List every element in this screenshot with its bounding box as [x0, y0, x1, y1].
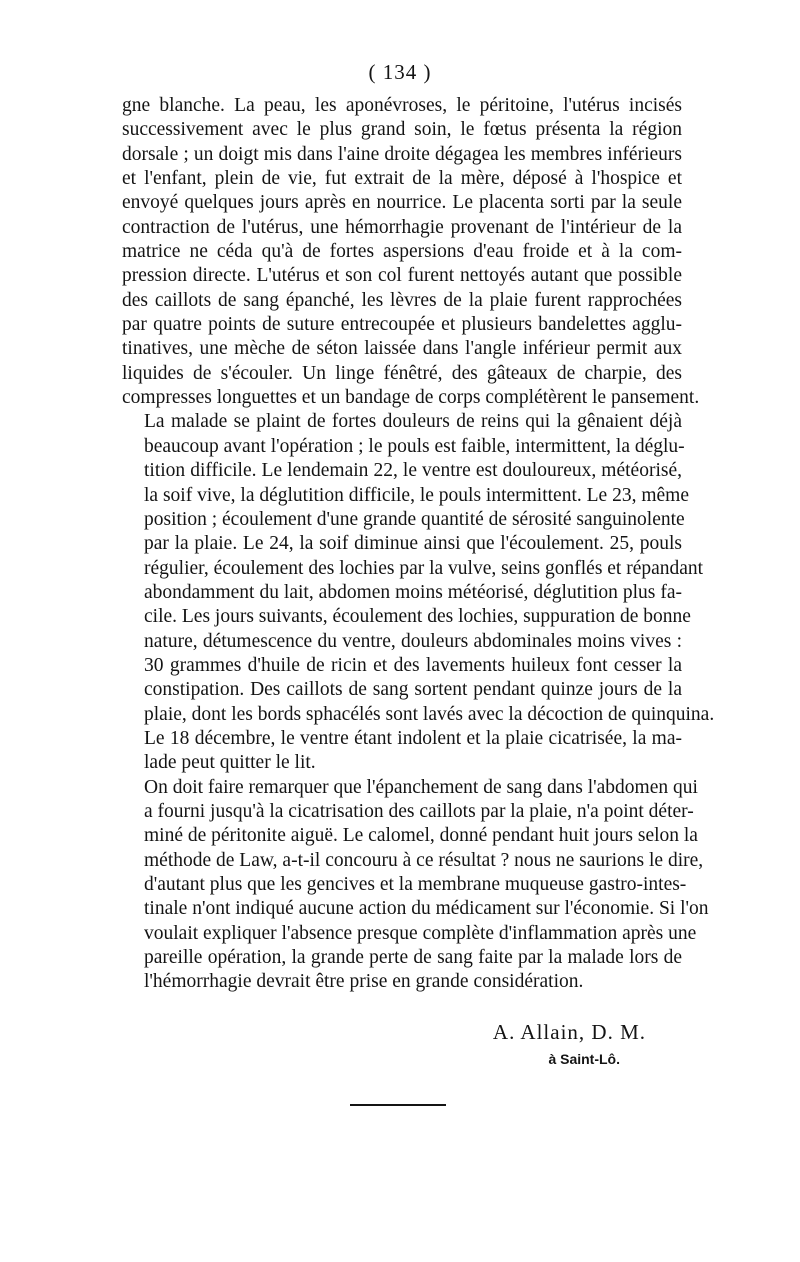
- text-line: La malade se plaint de fortes douleurs de reins qui la gênaient déjà: [144, 411, 682, 433]
- text-line: liquides de s'écouler. Un linge fénêtré, des gâteaux de charpie, des: [122, 362, 682, 384]
- text-line: tinatives, une mèche de séton laissée dans l'angle inférieur permit aux: [122, 338, 682, 360]
- text-line: beaucoup avant l'opération ; le pouls est faible, intermittent, la déglu-: [144, 435, 685, 457]
- paragraph: [122, 776, 709, 995]
- text-line: régulier, écoulement des lochies par la vulve, seins gonflés et répandant: [144, 557, 704, 579]
- text-line: matrice ne céda qu'à de fortes aspersions d'eau froide et à la com-: [122, 241, 682, 263]
- text-line: successivement avec le plus grand soin, le fœtus présenta la région: [122, 119, 682, 141]
- text-line: dorsale ; un doigt mis dans l'aine droite dégagea les membres inférieurs: [122, 143, 682, 165]
- text-line: la soif vive, la déglutition difficile, le pouls intermittent. Le 23, même: [144, 484, 689, 506]
- text-line: plaie, dont les bords sphacélés sont lavés avec la décoction de quinquina.: [144, 703, 715, 725]
- text-line: Le 18 décembre, le ventre étant indolent et la plaie cicatrisée, la ma-: [144, 727, 682, 749]
- text-line: On doit faire remarquer que l'épanchement de sang dans l'abdomen qui: [144, 776, 698, 798]
- author-place: à Saint-Lô.: [548, 1051, 620, 1067]
- text-line: l'hémorrhagie devrait être prise en grande considération.: [144, 971, 584, 993]
- text-line: des caillots de sang épanché, les lèvres de la plaie furent rapprochées: [122, 289, 682, 311]
- text-line: miné de péritonite aiguë. Le calomel, donné pendant huit jours selon la: [144, 825, 698, 847]
- text-line: envoyé quelques jours après en nourrice. Le placenta sorti par la seule: [122, 192, 682, 214]
- paragraph: [122, 94, 700, 410]
- body-text: [122, 94, 715, 995]
- text-line: a fourni jusqu'à la cicatrisation des caillots par la plaie, n'a point déter-: [144, 800, 694, 822]
- text-line: cile. Les jours suivants, écoulement des lochies, suppuration de bonne: [144, 606, 691, 628]
- text-line: et l'enfant, plein de vie, fut extrait de la mère, déposé à l'hospice et: [122, 168, 682, 190]
- text-line: contraction de l'utérus, une hémorrhagie provenant de l'intérieur de la: [122, 216, 682, 238]
- text-line: voulait expliquer l'absence presque complète d'inflammation après une: [144, 922, 697, 944]
- text-line: par la plaie. Le 24, la soif diminue ainsi que l'écoulement. 25, pouls: [144, 533, 682, 555]
- text-line: lade peut quitter le lit.: [144, 752, 316, 774]
- text-line: par quatre points de suture entrecoupée et plusieurs bandelettes agglu-: [122, 314, 682, 336]
- text-line: 30 grammes d'huile de ricin et des lavements huileux font cesser la: [144, 654, 682, 676]
- text-line: tition difficile. Le lendemain 22, le ventre est douloureux, météorisé,: [144, 460, 682, 482]
- text-line: compresses longuettes et un bandage de corps complétèrent le pansement.: [122, 387, 700, 409]
- text-line: pression directe. L'utérus et son col furent nettoyés autant que possible: [122, 265, 682, 287]
- page-number: ( 134 ): [368, 60, 432, 84]
- text-line: constipation. Des caillots de sang sortent pendant quinze jours de la: [144, 679, 682, 701]
- text-line: position ; écoulement d'une grande quantité de sérosité sanguinolente: [144, 508, 685, 530]
- signature: [493, 1020, 646, 1067]
- closing-rule: [350, 1104, 446, 1106]
- text-line: méthode de Law, a-t-il concouru à ce résultat ? nous ne saurions le dire,: [144, 849, 704, 871]
- paragraph: [122, 410, 715, 775]
- author-name: A. Allain, D. M.: [492, 1020, 646, 1044]
- text-line: abondamment du lait, abdomen moins météorisé, déglutition plus fa-: [144, 581, 682, 603]
- text-line: nature, détumescence du ventre, douleurs abdominales moins vives :: [144, 630, 682, 652]
- text-line: d'autant plus que les gencives et la membrane muqueuse gastro-intes-: [144, 874, 687, 895]
- text-line: pareille opération, la grande perte de sang faite par la malade lors de: [144, 947, 682, 969]
- text-line: gne blanche. La peau, les aponévroses, le péritoine, l'utérus incisés: [122, 95, 682, 116]
- text-line: tinale n'ont indiqué aucune action du médicament sur l'économie. Si l'on: [144, 898, 709, 920]
